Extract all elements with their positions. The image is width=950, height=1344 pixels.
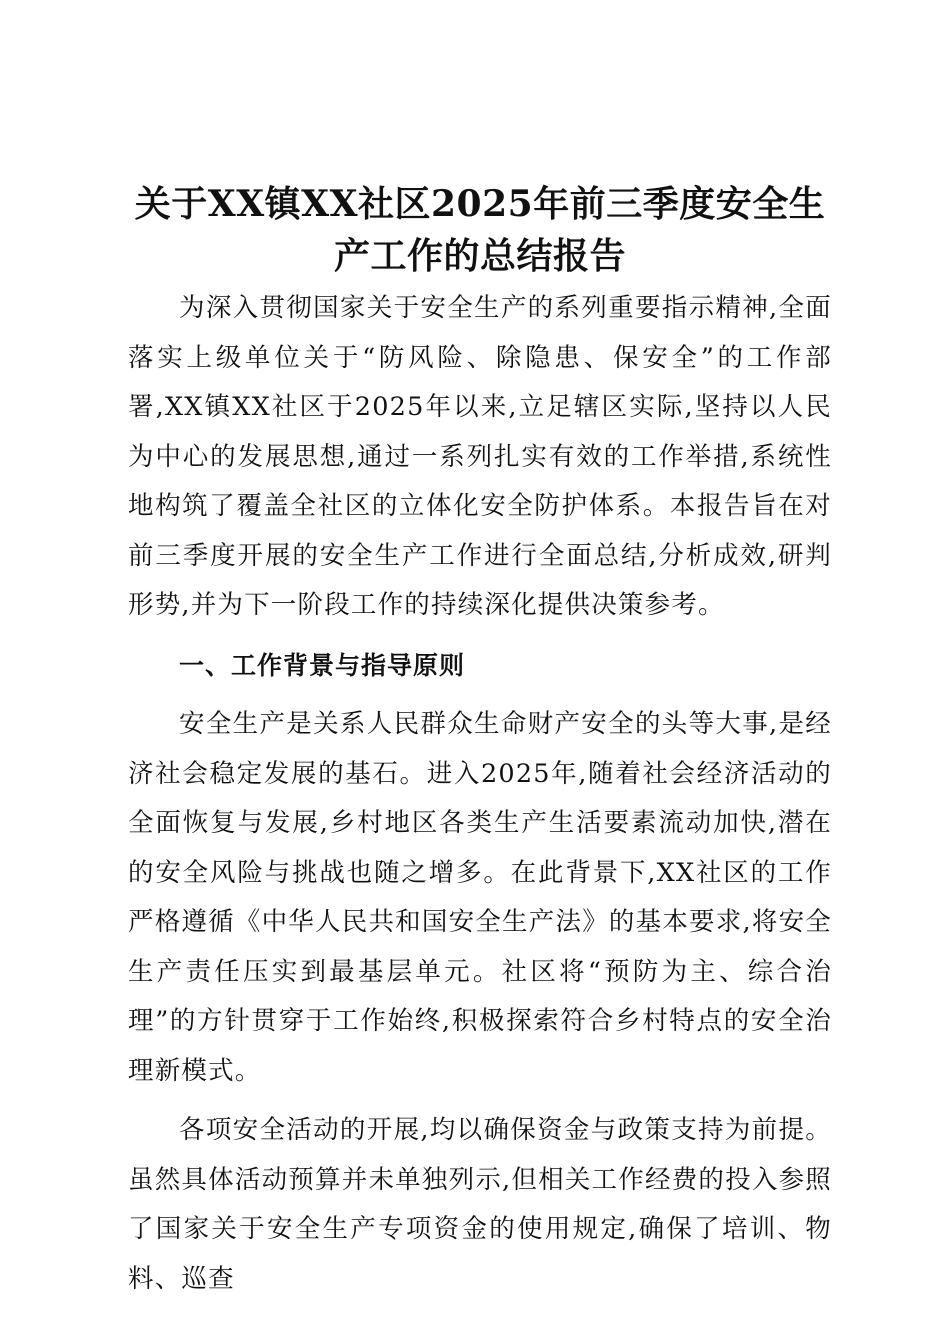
document-body	[128, 284, 832, 1314]
section-paragraph: 各项安全活动的开展,均以确保资金与政策支持为前提。虽然具体活动预算并未单独列示,但相关工作经费的投入参照了国家关于安全生产专项资金的使用规定,确保了培训、物料、巡查	[128, 1115, 832, 1294]
document-title: 关于XX镇XX社区2025年前三季度安全生产工作的总结报告	[134, 183, 826, 277]
section-paragraph: 安全生产是关系人民群众生命财产安全的头等大事,是经济社会稳定发展的基石。进入2025年,随着社会经济活动的全面恢复与发展,乡村地区各类生产生活要素流动加快,潜在的安全风险与挑战也随之增多。在此背景下,XX社区的工作严格遵循《中华人民共和国安全生产法》的基本要求,将安全生产责任压实到最基层单元。社区将“预防为主、综合治理”的方针贯穿于工作始终,积极探索符合乡村特点的安全治理新模式。	[128, 709, 832, 1086]
intro-paragraph: 为深入贯彻国家关于安全生产的系列重要指示精神,全面落实上级单位关于“防风险、除隐患、保安全”的工作部署,XX镇XX社区于2025年以来,立足辖区实际,坚持以人民为中心的发展思想,通过一系列扎实有效的工作举措,系统性地构筑了覆盖全社区的立体化安全防护体系。本报告旨在对前三季度开展的安全生产工作进行全面总结,分析成效,研判形势,并为下一阶段工作的持续深化提供决策参考。	[128, 293, 832, 620]
section-heading: 一、工作背景与指导原则	[179, 650, 466, 680]
